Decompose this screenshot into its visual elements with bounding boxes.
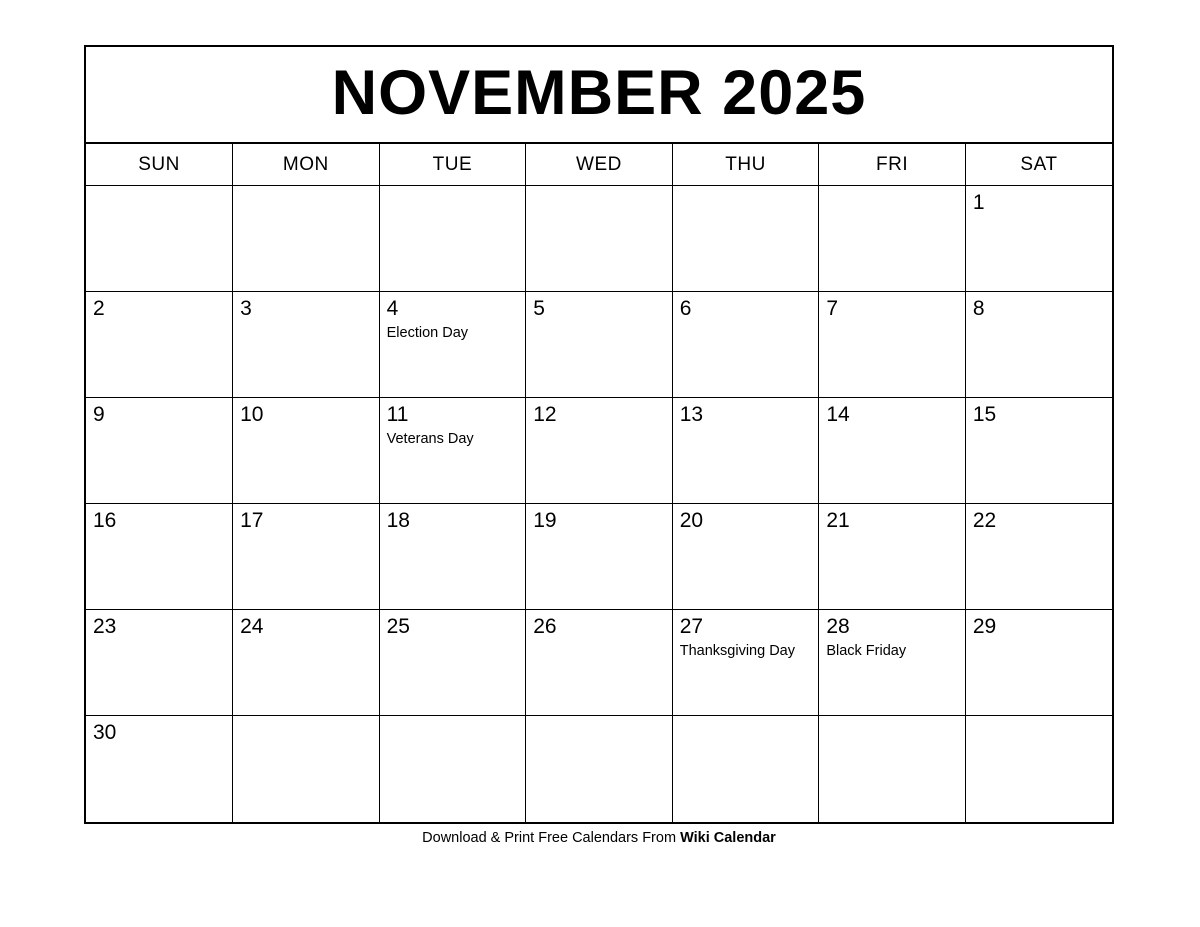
day-cell[interactable] <box>379 398 526 504</box>
footer-brand-link[interactable]: Wiki Calendar <box>680 829 776 846</box>
day-number: 25 <box>386 615 410 638</box>
day-event: Black Friday <box>826 643 907 660</box>
day-number: 23 <box>93 615 117 638</box>
day-cell[interactable] <box>526 398 673 504</box>
day-number: 7 <box>826 297 838 320</box>
page-title: NOVEMBER 2025 <box>331 58 867 128</box>
calendar-week-row <box>86 398 1112 504</box>
day-number: 20 <box>679 509 704 532</box>
day-cell[interactable] <box>379 716 526 822</box>
day-cell[interactable] <box>86 716 233 822</box>
day-number: 13 <box>679 403 704 426</box>
day-number: 24 <box>240 615 264 638</box>
day-cell[interactable] <box>819 504 966 610</box>
weekday-header-sun: SUN <box>86 144 233 186</box>
day-cell[interactable] <box>526 716 673 822</box>
weekday-header-wed: WED <box>526 144 673 186</box>
day-cell[interactable] <box>672 398 819 504</box>
calendar-title-bar <box>86 47 1112 144</box>
weekday-header-mon: MON <box>233 144 380 186</box>
calendar-week-row <box>86 292 1112 398</box>
day-number: 4 <box>386 297 399 320</box>
day-number: 12 <box>533 403 557 426</box>
day-number: 3 <box>240 297 252 320</box>
day-cell[interactable] <box>86 504 233 610</box>
day-number: 11 <box>386 403 409 426</box>
day-number: 1 <box>972 191 985 214</box>
footer-text: Download & Print Free Calendars From <box>422 829 681 846</box>
calendar-frame <box>84 45 1114 824</box>
day-cell[interactable] <box>965 610 1112 716</box>
day-event: Thanksgiving Day <box>679 643 795 660</box>
day-number: 9 <box>93 403 105 426</box>
calendar-week-row <box>86 716 1112 822</box>
day-cell[interactable] <box>379 292 526 398</box>
day-number: 14 <box>826 403 850 426</box>
weekday-header-tue: TUE <box>379 144 526 186</box>
weekday-header-row <box>86 144 1112 186</box>
day-number: 21 <box>826 509 850 532</box>
day-cell[interactable] <box>965 716 1112 822</box>
day-cell[interactable] <box>965 504 1112 610</box>
day-cell[interactable] <box>526 504 673 610</box>
day-event: Election Day <box>386 325 469 342</box>
day-cell[interactable] <box>965 398 1112 504</box>
day-cell[interactable] <box>965 186 1112 292</box>
day-cell[interactable] <box>86 292 233 398</box>
day-cell[interactable] <box>233 186 380 292</box>
weekday-header-fri: FRI <box>819 144 966 186</box>
day-cell[interactable] <box>233 504 380 610</box>
day-number: 16 <box>93 509 117 532</box>
day-cell[interactable] <box>526 292 673 398</box>
day-number: 28 <box>826 615 850 638</box>
day-number: 22 <box>972 509 997 532</box>
day-cell[interactable] <box>819 610 966 716</box>
day-cell[interactable] <box>672 186 819 292</box>
day-number: 5 <box>533 297 545 320</box>
day-cell[interactable] <box>379 610 526 716</box>
day-number: 30 <box>93 721 117 744</box>
day-cell[interactable] <box>819 398 966 504</box>
day-number: 10 <box>240 403 264 426</box>
calendar-page <box>84 45 1114 846</box>
day-cell[interactable] <box>672 292 819 398</box>
day-number: 19 <box>533 509 557 532</box>
day-cell[interactable] <box>672 504 819 610</box>
day-cell[interactable] <box>86 398 233 504</box>
day-cell[interactable] <box>379 504 526 610</box>
day-number: 8 <box>972 297 985 320</box>
day-cell[interactable] <box>526 186 673 292</box>
day-cell[interactable] <box>672 610 819 716</box>
day-cell[interactable] <box>233 610 380 716</box>
day-cell[interactable] <box>86 186 233 292</box>
day-number: 2 <box>93 297 105 320</box>
day-number: 6 <box>679 297 692 320</box>
day-number: 29 <box>972 615 997 638</box>
day-cell[interactable] <box>233 716 380 822</box>
calendar-week-row <box>86 504 1112 610</box>
day-event: Veterans Day <box>386 431 474 448</box>
day-number: 18 <box>386 509 410 532</box>
day-cell[interactable] <box>819 186 966 292</box>
day-cell[interactable] <box>819 292 966 398</box>
day-cell[interactable] <box>233 292 380 398</box>
weekday-header-thu: THU <box>672 144 819 186</box>
day-cell[interactable] <box>819 716 966 822</box>
weekday-header-sat: SAT <box>965 144 1112 186</box>
calendar-week-row <box>86 610 1112 716</box>
day-cell[interactable] <box>233 398 380 504</box>
day-number: 26 <box>533 615 557 638</box>
day-cell[interactable] <box>86 610 233 716</box>
day-cell[interactable] <box>379 186 526 292</box>
footer-credit <box>84 830 1114 846</box>
day-cell[interactable] <box>965 292 1112 398</box>
day-cell[interactable] <box>526 610 673 716</box>
day-number: 17 <box>240 509 264 532</box>
calendar-week-row <box>86 186 1112 292</box>
day-number: 27 <box>679 615 704 638</box>
day-number: 15 <box>972 403 997 426</box>
calendar-grid <box>86 144 1112 822</box>
day-cell[interactable] <box>672 716 819 822</box>
